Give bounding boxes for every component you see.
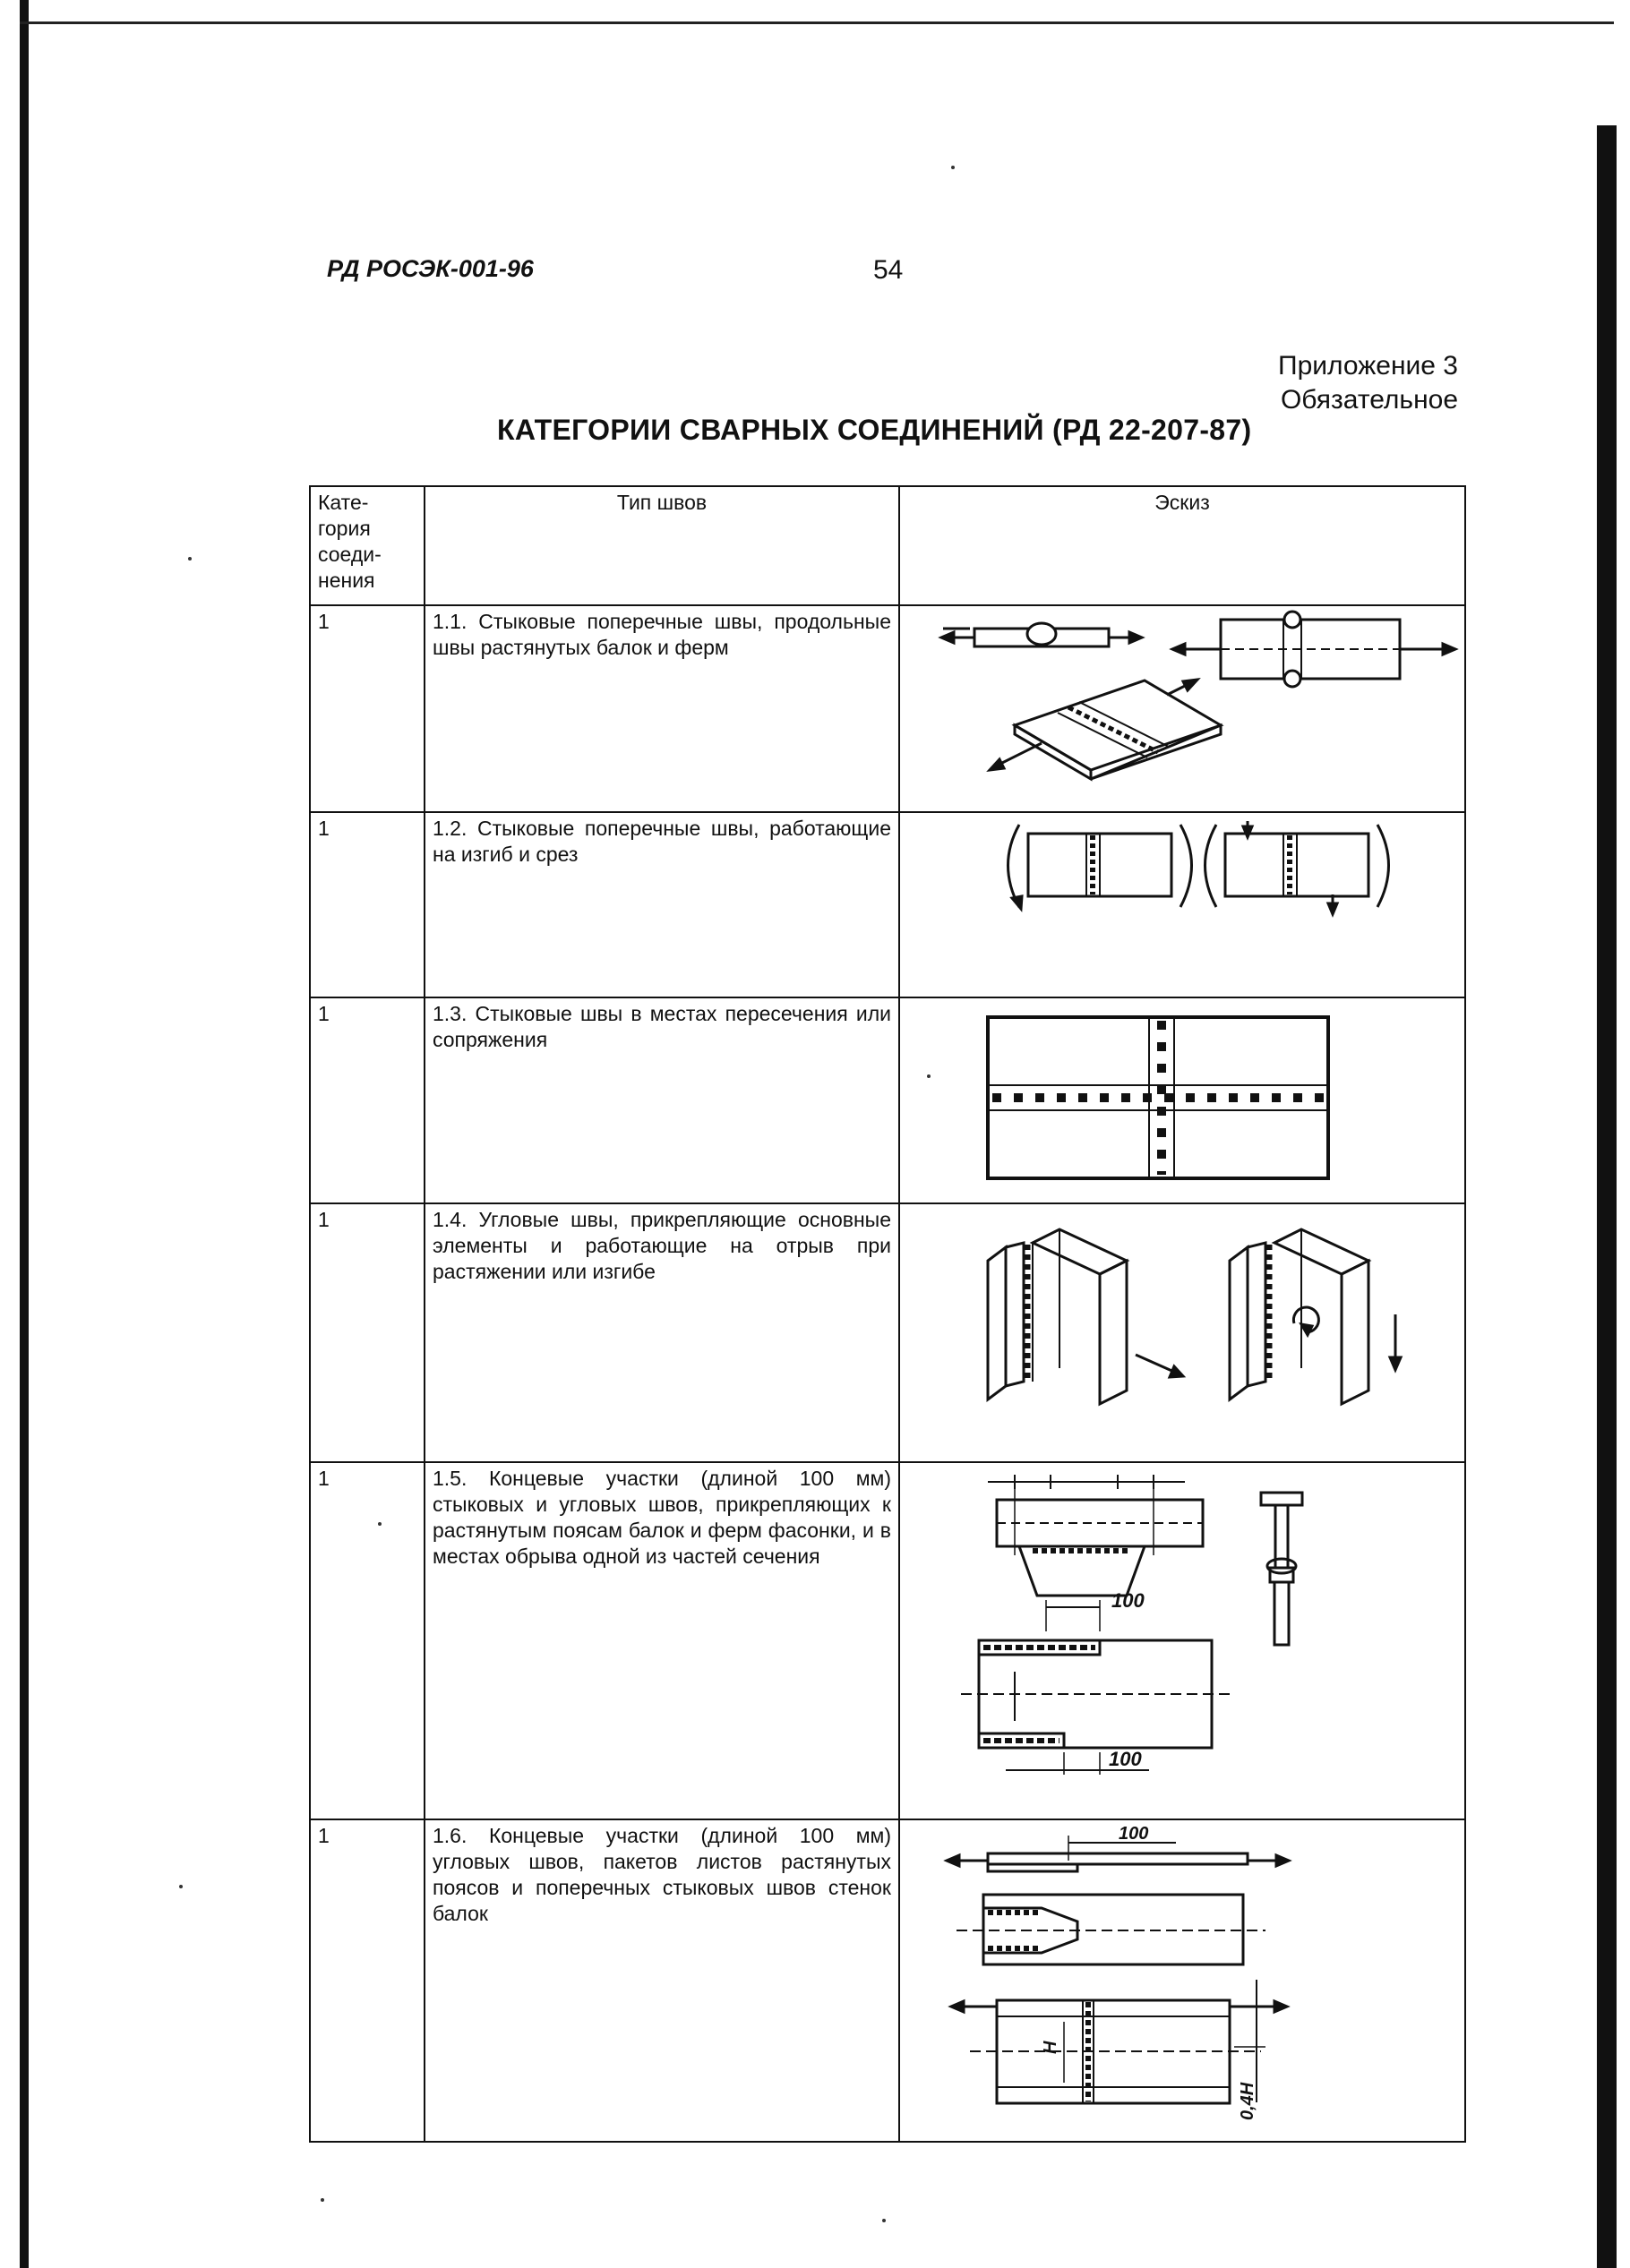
- header-category-line: гория: [318, 517, 371, 540]
- scan-speck: [188, 557, 192, 561]
- table-row: [310, 1462, 1465, 1819]
- dim-h-label: H: [1041, 2041, 1060, 2054]
- dim-100-label: 100: [1119, 1824, 1149, 1844]
- scan-edge-right: [1597, 125, 1617, 2268]
- table-header-row: [310, 486, 1465, 605]
- header-sketch: Эскиз: [899, 486, 1465, 605]
- table-row: [310, 605, 1465, 812]
- butt-seams-intersection-sketch: [907, 1001, 1473, 1200]
- appendix-block: [1278, 349, 1458, 417]
- scan-speck: [882, 2219, 886, 2222]
- row-seam-text: 1.5. Концевые участки (длиной 100 мм) стыковых и угловых швов, прикрепляющих к растянутым поясам балок и ферм фасонки, и в местах обрыва одной из частей сечения: [425, 1462, 899, 1819]
- butt-seams-tension-sketch: [907, 609, 1473, 809]
- row-category: 1: [310, 1462, 425, 1819]
- row-category: 1: [310, 1819, 425, 2142]
- dim-100-label: 100: [1111, 1589, 1145, 1612]
- row-sketch-cell: [899, 1203, 1465, 1462]
- row-category: 1: [310, 1203, 425, 1462]
- doc-code: РД РОСЭК-001-96: [327, 255, 534, 282]
- row-sketch-cell: [899, 1462, 1465, 1819]
- appendix-label: Приложение 3: [1278, 351, 1458, 381]
- butt-seams-bending-shear-sketch: [907, 816, 1473, 994]
- row-category: 1: [310, 812, 425, 997]
- table-row: [310, 1203, 1465, 1462]
- header-category-line: Кате-: [318, 491, 369, 514]
- fillet-seams-tearing-sketch: [907, 1207, 1473, 1459]
- header-category-line: соеди-: [318, 543, 382, 566]
- row-seam-text: 1.1. Стыковые поперечные швы, продольные швы растянутых балок и ферм: [425, 605, 899, 812]
- end-sections-gusset-sketch: [907, 1466, 1473, 1816]
- header-seam-type: Тип швов: [425, 486, 899, 605]
- weld-categories-table: [309, 485, 1466, 2143]
- row-seam-text: 1.6. Концевые участки (длиной 100 мм) угловых швов, пакетов листов растянутых поясов и поперечных стыковых швов стенок балок: [425, 1819, 899, 2142]
- appendix-status: Обязательное: [1280, 385, 1458, 415]
- row-category: 1: [310, 997, 425, 1203]
- row-sketch-cell: [899, 812, 1465, 997]
- row-sketch-cell: [899, 1819, 1465, 2142]
- table-row: [310, 997, 1465, 1203]
- row-seam-text: 1.2. Стыковые поперечные швы, работающие на изгиб и срез: [425, 812, 899, 997]
- row-seam-text: 1.4. Угловые швы, прикрепляющие основные элементы и работающие на отрыв при растяжении или изгибе: [425, 1203, 899, 1462]
- scan-speck: [321, 2198, 324, 2202]
- scan-edge-left: [20, 0, 29, 2268]
- row-category: 1: [310, 605, 425, 812]
- scan-speck: [378, 1522, 382, 1526]
- scan-speck: [951, 166, 955, 169]
- scan-speck: [179, 1885, 183, 1888]
- table-row: [310, 1819, 1465, 2142]
- page-title: КАТЕГОРИИ СВАРНЫХ СОЕДИНЕНИЙ (РД 22-207-87): [497, 414, 1252, 446]
- page-number: 54: [873, 255, 904, 285]
- row-seam-text: 1.3. Стыковые швы в местах пересечения или сопряжения: [425, 997, 899, 1203]
- row-sketch-cell: [899, 997, 1465, 1203]
- header-category: [310, 486, 425, 605]
- end-sections-flange-packs-sketch: [907, 1823, 1473, 2138]
- dim-04h-label: 0,4H: [1238, 2082, 1257, 2120]
- row-sketch-cell: [899, 605, 1465, 812]
- table-row: [310, 812, 1465, 997]
- dim-100-label: 100: [1109, 1748, 1142, 1770]
- header-category-line: нения: [318, 569, 375, 592]
- scan-speck: [927, 1074, 931, 1078]
- scan-edge-top: [20, 21, 1614, 24]
